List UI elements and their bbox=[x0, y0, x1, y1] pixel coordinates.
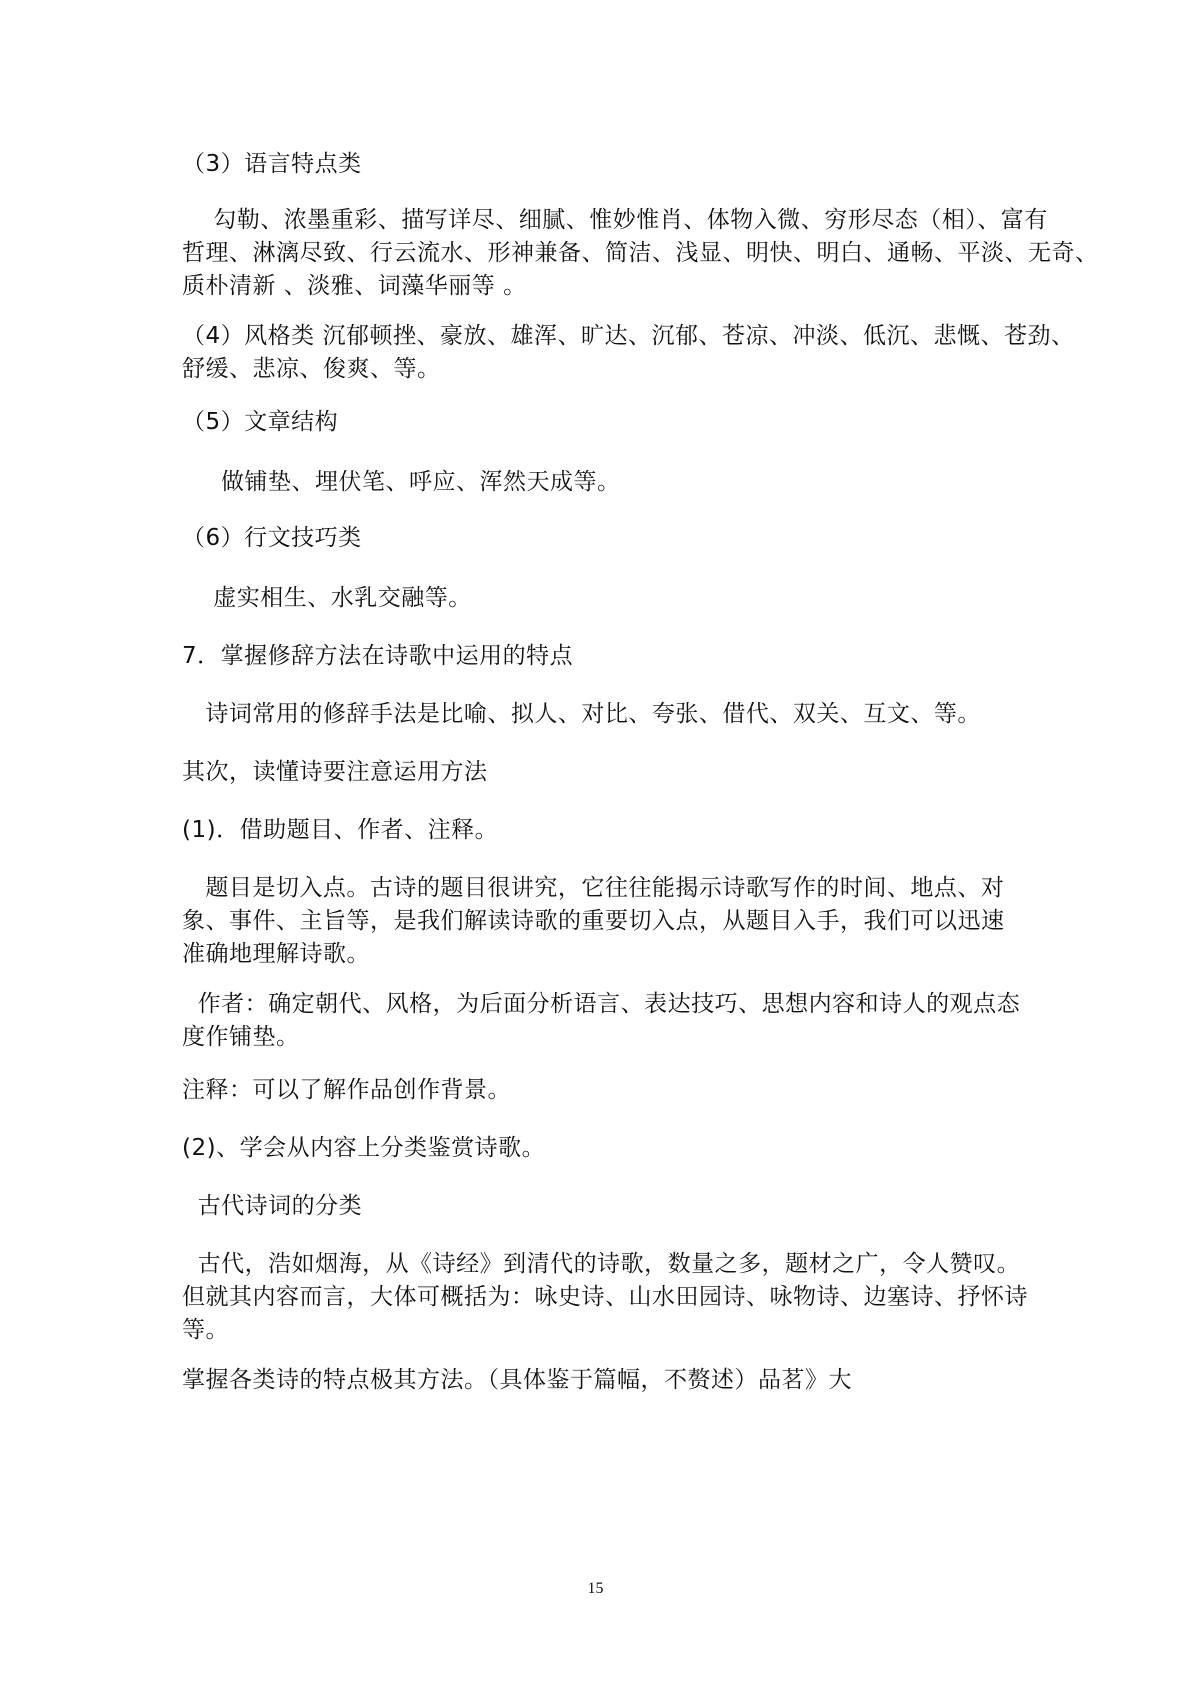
text-line: 古代诗词的分类 bbox=[182, 1193, 363, 1219]
paragraph-writing-skills bbox=[182, 582, 1020, 615]
text-line: 7．掌握修辞方法在诗歌中运用的特点 bbox=[182, 643, 574, 669]
paragraph-rhetoric bbox=[182, 698, 1020, 731]
text-line: 等。 bbox=[182, 1317, 229, 1343]
text-line: 掌握各类诗的特点极其方法。（具体鉴于篇幅，不赘述）品茗》大 bbox=[182, 1367, 852, 1393]
text-line: 诗词常用的修辞手法是比喻、拟人、对比、夸张、借代、双关、互文、等。 bbox=[182, 701, 981, 727]
text-line: （4）风格类 沉郁顿挫、豪放、雄浑、旷达、沉郁、苍凉、冲淡、低沉、悲慨、苍劲、 bbox=[182, 323, 1075, 349]
text-line: 准确地理解诗歌。 bbox=[182, 941, 370, 967]
paragraph-closing bbox=[182, 1364, 1020, 1397]
text-line: (1)．借助题目、作者、注释。 bbox=[182, 817, 499, 843]
paragraph-author bbox=[182, 988, 1020, 1054]
text-line: （6）行文技巧类 bbox=[182, 525, 362, 551]
text-line: 度作铺垫。 bbox=[182, 1024, 300, 1050]
text-line: 虚实相生、水乳交融等。 bbox=[182, 585, 472, 611]
text-line: 题目是切入点。古诗的题目很讲究，它往往能揭示诗歌写作的时间、地点、对 bbox=[182, 875, 1005, 901]
section-heading-classify bbox=[182, 1132, 1020, 1165]
page-number: 15 bbox=[587, 1580, 604, 1597]
text-line: 古代，浩如烟海，从《诗经》到清代的诗歌，数量之多，题材之广，令人赞叹。 bbox=[182, 1251, 1021, 1277]
paragraph-notes bbox=[182, 1074, 1020, 1107]
section-heading-structure bbox=[182, 406, 1020, 439]
text-line: （5）文章结构 bbox=[182, 409, 339, 435]
text-line: 象、事件、主旨等，是我们解读诗歌的重要切入点，从题目入手，我们可以迅速 bbox=[182, 908, 1005, 934]
paragraph-classification-title bbox=[182, 1190, 1020, 1223]
paragraph-title bbox=[182, 872, 1020, 971]
section-heading-language-features bbox=[182, 148, 1020, 181]
text-line: 做铺垫、埋伏笔、呼应、浑然天成等。 bbox=[182, 469, 621, 495]
section-heading-writing-skills bbox=[182, 522, 1020, 555]
text-line: 作者：确定朝代、风格，为后面分析语言、表达技巧、思想内容和诗人的观点态 bbox=[182, 991, 1021, 1017]
text-line: (2)、学会从内容上分类鉴赏诗歌。 bbox=[182, 1135, 546, 1161]
paragraph-classification bbox=[182, 1248, 1028, 1347]
section-heading-title-author-notes bbox=[182, 814, 1020, 847]
text-line: 质朴清新 、淡雅、词藻华丽等 。 bbox=[182, 273, 527, 299]
text-line: 但就其内容而言，大体可概括为：咏史诗、山水田园诗、咏物诗、边塞诗、抒怀诗 bbox=[182, 1284, 1028, 1310]
text-line: 舒缓、悲凉、俊爽、等。 bbox=[182, 356, 441, 382]
paragraph-structure bbox=[182, 466, 1020, 499]
paragraph-style bbox=[182, 320, 1075, 386]
paragraph-language-features bbox=[182, 204, 1099, 303]
section-heading-rhetoric bbox=[182, 640, 1020, 673]
text-line: 哲理、淋漓尽致、行云流水、形神兼备、简洁、浅显、明快、明白、通畅、平淡、无奇、 bbox=[182, 240, 1099, 266]
text-line: 注释：可以了解作品创作背景。 bbox=[182, 1077, 511, 1103]
text-line: （3）语言特点类 bbox=[182, 151, 362, 177]
text-line: 其次，读懂诗要注意运用方法 bbox=[182, 759, 488, 785]
text-line: 勾勒、浓墨重彩、描写详尽、细腻、惟妙惟肖、体物入微、穷形尽态（相）、富有 bbox=[182, 207, 1048, 233]
paragraph-methods-intro bbox=[182, 756, 1020, 789]
